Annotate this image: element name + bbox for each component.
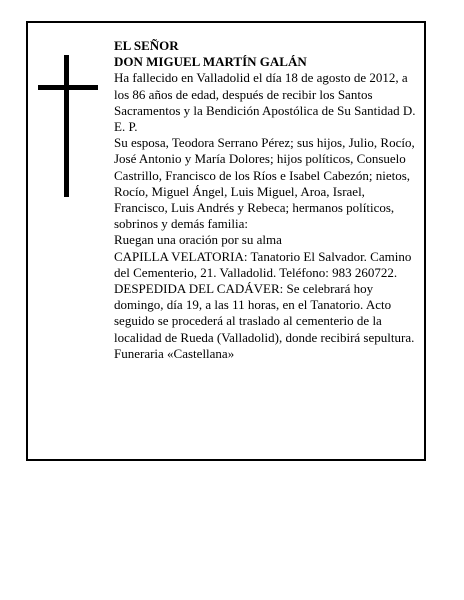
obituary-text (114, 38, 416, 362)
deceased-name: DON MIGUEL MARTÍN GALÁN (114, 54, 307, 70)
farewell-info: DESPEDIDA DEL CADÁVER: Se celebrará hoy domingo, día 19, a las 11 horas, en el Tanatorio. Acto seguido se procederá al traslado al cementerio de la localidad de Rueda (Valladolid), donde recibirá sepultura. (114, 281, 415, 345)
notice-title: EL SEÑOR (114, 38, 179, 53)
chapel-info: CAPILLA VELATORIA: Tanatorio El Salvador. Camino del Cementerio, 21. Valladolid. Teléfono: 983 260722. (114, 248, 412, 280)
cross-horizontal-bar (38, 85, 98, 90)
cross-icon (38, 55, 98, 197)
family-list: Su esposa, Teodora Serrano Pérez; sus hijos, Julio, Rocío, José Antonio y María Dolores; hijos políticos, Consuelo Castrillo, Francisco de los Ríos e Isabel Cabezón; nietos, Rocío, Miguel Ángel, Luis Miguel, Aroa, Israel, Francisco, Luis Andrés y Rebeca; hermanos políticos, sobrinos y demás familia: (114, 135, 415, 232)
prayer-request: Ruegan una oración por su alma (114, 232, 282, 248)
cross-vertical-bar (64, 55, 69, 197)
death-announcement: Ha fallecido en Valladolid el día 18 de agosto de 2012, a los 86 años de edad, después de recibir los Santos Sacramentos y la Bendición Apostólica de Su Santidad D. E. P. (114, 70, 416, 135)
funeral-home: Funeraria «Castellana» (114, 345, 235, 361)
